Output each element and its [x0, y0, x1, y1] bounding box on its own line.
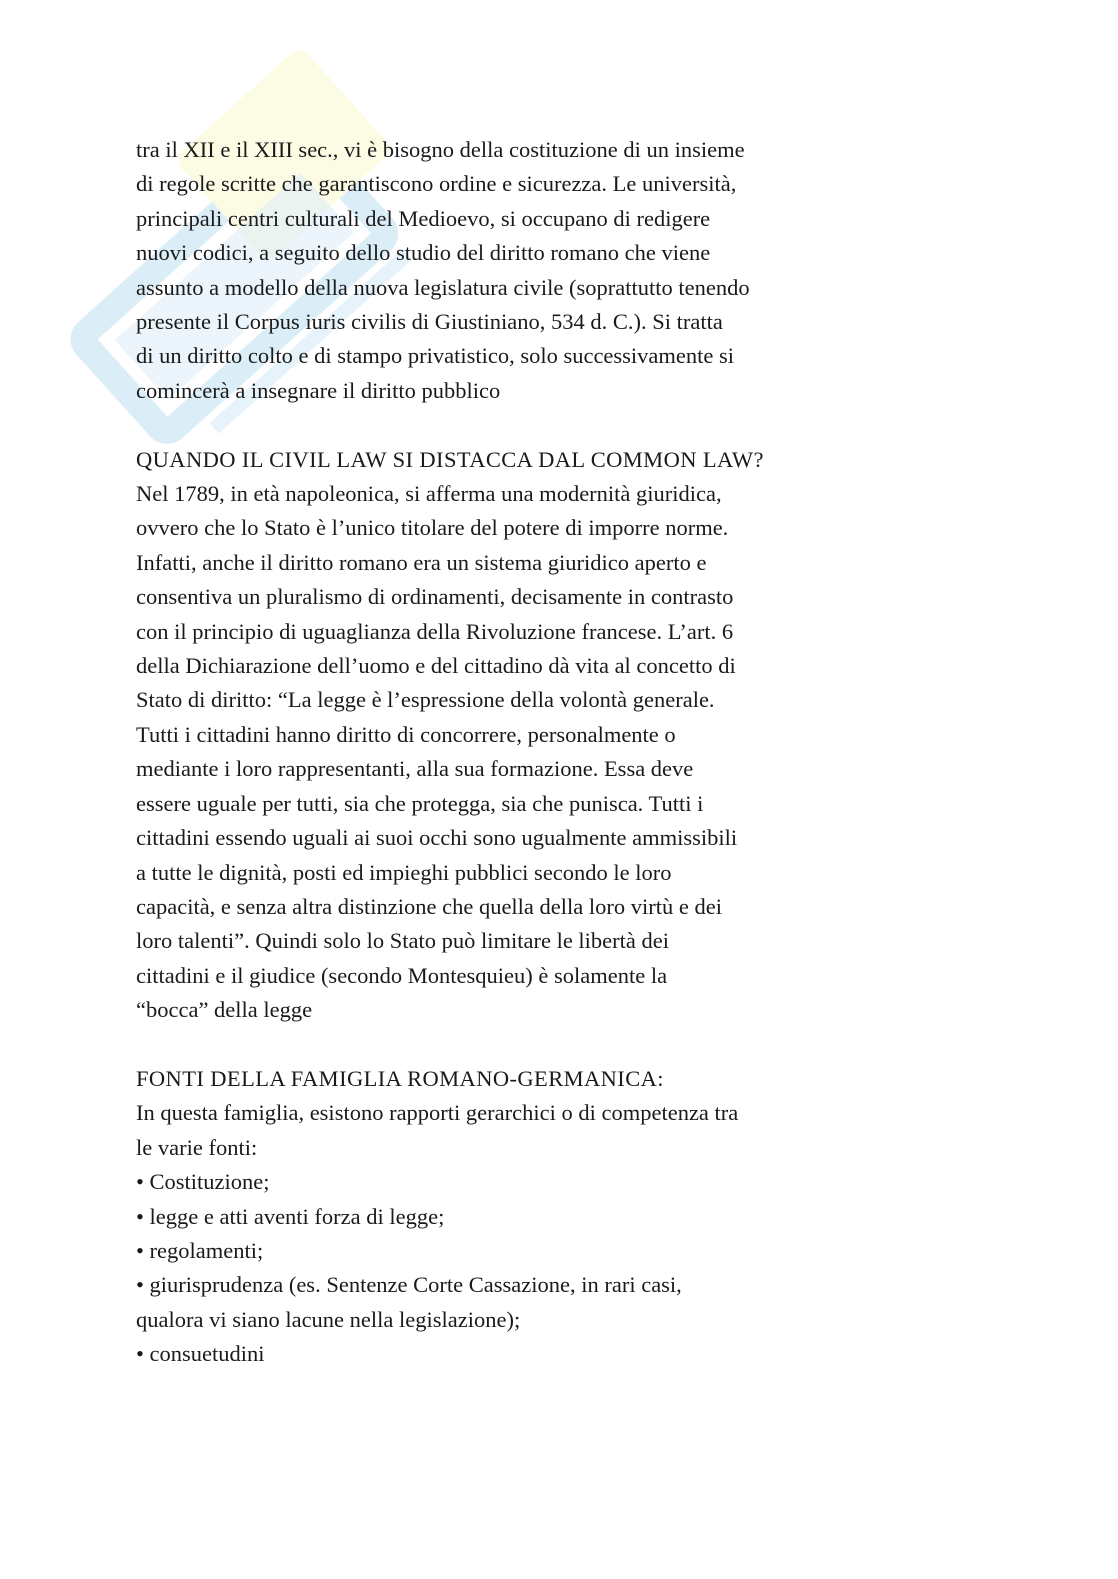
heading-text: FONTI DELLA FAMIGLIA ROMANO-GERMANICA: [136, 1065, 664, 1091]
text-line: essere uguale per tutti, sia che protegga, sia che punisca. Tutti i [136, 790, 704, 816]
text-line: le varie fonti: [136, 1134, 258, 1160]
list-item-text: qualora vi siano lacune nella legislazione); [136, 1306, 521, 1332]
text-line: della Dichiarazione dell’uomo e del cittadino dà vita al concetto di [136, 653, 736, 679]
text-line: nuovi codici, a seguito dello studio del diritto romano che viene [136, 240, 711, 266]
civil-law-text [136, 477, 876, 1028]
text-line: tra il XII e il XIII sec., vi è bisogno della costituzione di un insieme [136, 137, 745, 162]
text-line: Infatti, anche il diritto romano era un sistema giuridico aperto e [136, 549, 707, 575]
text-line: cittadini essendo uguali ai suoi occhi sono ugualmente ammissibili [136, 825, 738, 851]
text-line: presente il Corpus iuris civilis di Giustiniano, 534 d. C.). Si tratta [136, 309, 723, 335]
text-line: Stato di diritto: “La legge è l’espressione della volontà generale. [136, 687, 715, 713]
list-item [136, 1268, 876, 1337]
text-line: di un diritto colto e di stampo privatistico, solo successivamente si [136, 343, 735, 369]
list-item-text: • regolamenti; [136, 1237, 264, 1263]
text-line: consentiva un pluralismo di ordinamenti, decisamente in contrasto [136, 584, 734, 610]
list-item [136, 1165, 876, 1199]
list-item [136, 1200, 876, 1234]
text-line: mediante i loro rappresentanti, alla sua formazione. Essa deve [136, 756, 694, 782]
text-line: principali centri culturali del Medioevo, si occupano di redigere [136, 205, 711, 231]
list-item-text: • legge e atti aventi forza di legge; [136, 1203, 445, 1229]
text-line: cittadini e il giudice (secondo Montesquieu) è solamente la [136, 962, 668, 988]
text-line: Nel 1789, in età napoleonica, si afferma una modernità giuridica, [136, 481, 722, 507]
list-item [136, 1234, 876, 1268]
civil-law-section [136, 443, 876, 1028]
intro-paragraph [136, 133, 876, 408]
section-heading-fonti [136, 1062, 876, 1096]
fonti-intro-text [136, 1096, 876, 1165]
text-line: a tutte le dignità, posti ed impieghi pubblici secondo le loro [136, 859, 672, 885]
list-item-text: • Costituzione; [136, 1169, 270, 1195]
text-line: con il principio di uguaglianza della Rivoluzione francese. L’art. 6 [136, 618, 734, 644]
spacer [136, 1028, 876, 1062]
document-page [136, 133, 876, 1372]
list-item [136, 1337, 876, 1371]
text-line: ovvero che lo Stato è l’unico titolare del potere di imporre norme. [136, 515, 729, 541]
text-line: capacità, e senza altra distinzione che quella della loro virtù e dei [136, 893, 722, 919]
spacer [136, 408, 876, 442]
text-line: assunto a modello della nuova legislatura civile (soprattutto tenendo [136, 274, 750, 300]
text-line: loro talenti”. Quindi solo lo Stato può limitare le libertà dei [136, 928, 670, 954]
intro-text [136, 133, 876, 408]
list-item-text: • giurisprudenza (es. Sentenze Corte Cassazione, in rari casi, [136, 1272, 682, 1298]
text-line: “bocca” della legge [136, 997, 313, 1023]
text-line: comincerà a insegnare il diritto pubblico [136, 377, 501, 403]
text-line: In questa famiglia, esistono rapporti gerarchici o di competenza tra [136, 1100, 739, 1126]
heading-text: QUANDO IL CIVIL LAW SI DISTACCA DAL COMMON LAW? [136, 446, 764, 472]
section-heading-civil-law [136, 443, 876, 477]
list-item-text: • consuetudini [136, 1341, 265, 1367]
text-line: Tutti i cittadini hanno diritto di concorrere, personalmente o [136, 721, 676, 747]
text-line: di regole scritte che garantiscono ordine e sicurezza. Le università, [136, 171, 737, 197]
sources-list [136, 1165, 876, 1371]
fonti-section [136, 1062, 876, 1372]
